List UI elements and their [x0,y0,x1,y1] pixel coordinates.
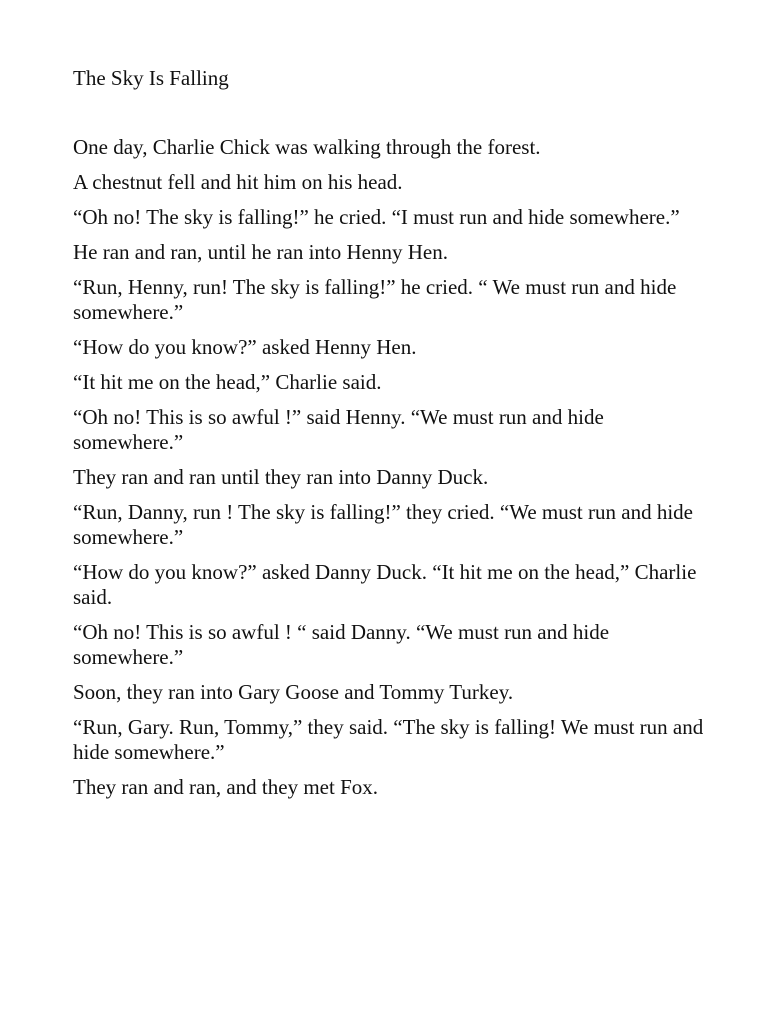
paragraph: “Run, Gary. Run, Tommy,” they said. “The sky is falling! We must run and hide somewhere.” [73,715,704,764]
paragraph: They ran and ran until they ran into Danny Duck. [73,465,489,489]
paragraph: A chestnut fell and hit him on his head. [73,170,403,194]
paragraph: “Oh no! The sky is falling!” he cried. “I must run and hide somewhere.” [73,205,680,229]
paragraph: “Run, Henny, run! The sky is falling!” he cried. “ We must run and hide somewhere.” [73,275,677,324]
paragraph: One day, Charlie Chick was walking through the forest. [73,135,541,159]
paragraph: Soon, they ran into Gary Goose and Tommy Turkey. [73,680,514,704]
paragraph: “How do you know?” asked Henny Hen. [73,335,417,359]
paragraph: “It hit me on the head,” Charlie said. [73,370,382,394]
paragraph: “Oh no! This is so awful ! “ said Danny. “We must run and hide somewhere.” [73,620,610,669]
document-title: The Sky Is Falling [73,66,229,90]
paragraph: “Run, Danny, run ! The sky is falling!” they cried. “We must run and hide somewhere.” [73,500,693,549]
paragraph: They ran and ran, and they met Fox. [73,775,378,799]
paragraph: He ran and ran, until he ran into Henny Hen. [73,240,448,264]
paragraph: “How do you know?” asked Danny Duck. “It hit me on the head,” Charlie said. [73,560,697,609]
paragraph: “Oh no! This is so awful !” said Henny. “We must run and hide somewhere.” [73,405,604,454]
document-page [73,66,713,810]
